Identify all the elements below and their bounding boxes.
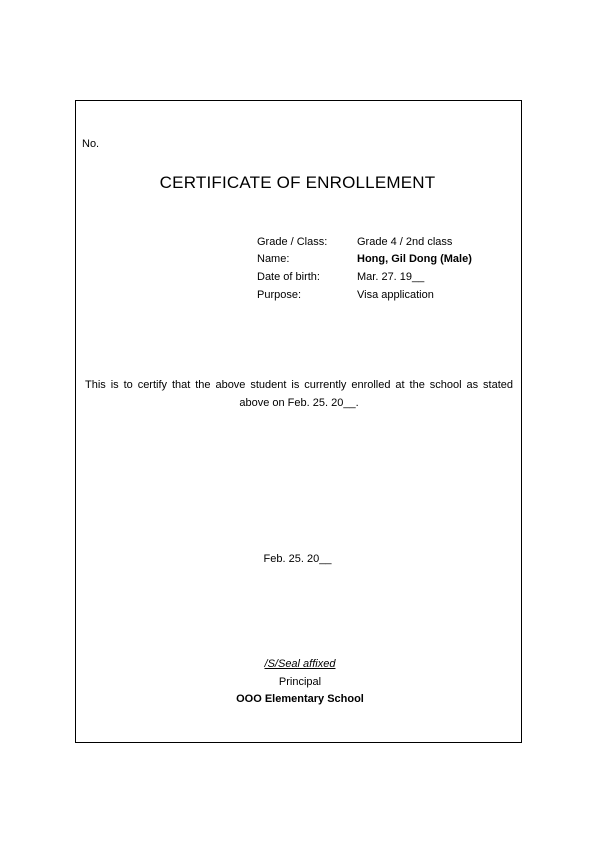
- purpose-value: Visa application: [357, 289, 434, 301]
- issue-date: Feb. 25. 20__: [263, 553, 332, 565]
- purpose-label: Purpose:: [257, 289, 302, 301]
- document-number-label: No.: [82, 138, 100, 150]
- name-label: Name:: [257, 253, 290, 265]
- name-value: Hong, Gil Dong (Male): [357, 253, 472, 265]
- certificate-title: CERTIFICATE OF ENROLLEMENT: [159, 173, 436, 192]
- school-name: OOO Elementary School: [236, 693, 364, 705]
- certificate-border: [75, 100, 522, 743]
- info-row-purpose: [257, 289, 434, 305]
- date-of-birth-value: Mar. 27. 19__: [357, 271, 425, 283]
- date-of-birth-label: Date of birth:: [257, 271, 320, 283]
- grade-class-value: Grade 4 / 2nd class: [357, 236, 453, 248]
- certification-statement: This is to certify that the above student is currently enrolled at the school as stated above on Feb. 25. 20__.: [85, 379, 513, 409]
- signatory-title: Principal: [278, 676, 322, 688]
- grade-class-label: Grade / Class:: [257, 236, 328, 248]
- info-row-grade-class: [257, 236, 452, 252]
- seal-affixed-note: /S/Seal affixed: [264, 658, 336, 670]
- info-row-date-of-birth: [257, 271, 424, 287]
- info-row-name: [257, 253, 472, 269]
